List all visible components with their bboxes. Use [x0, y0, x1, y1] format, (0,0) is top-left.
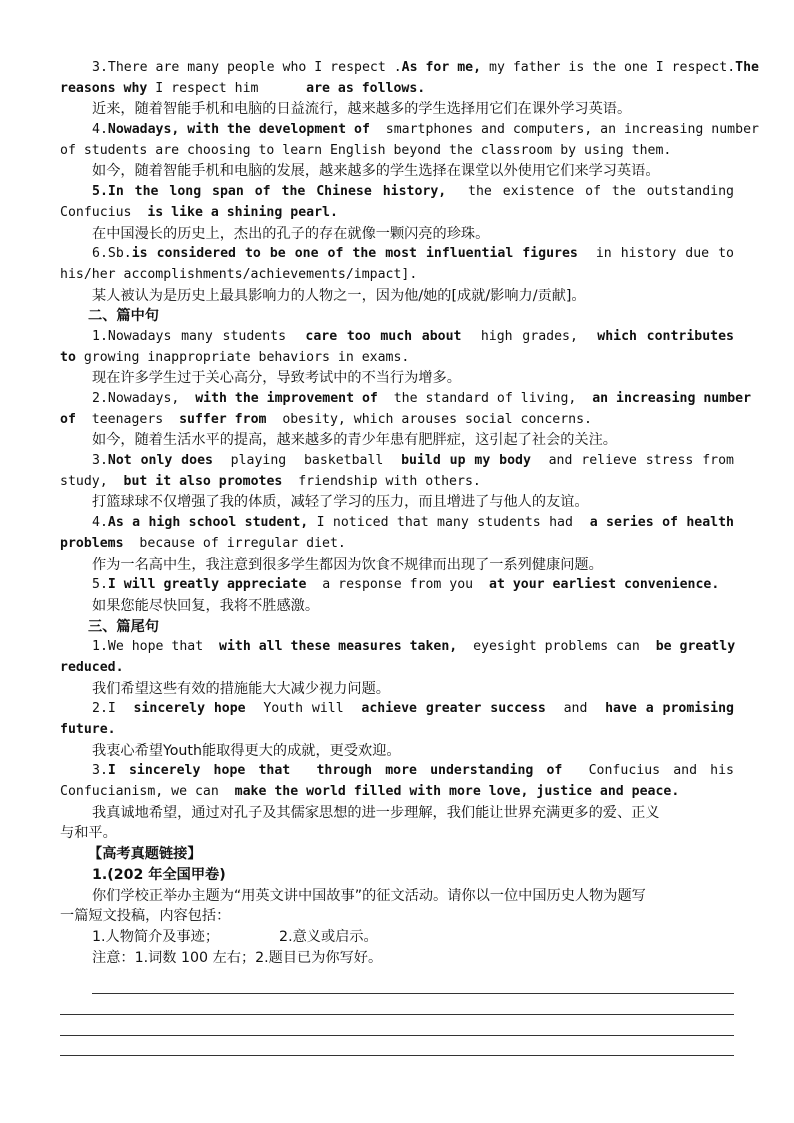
document-page	[60, 58, 759, 968]
section-heading-middle: 二、篇中句	[88, 308, 159, 325]
opening-sentence-3: 3.There are many people who I respect .As for me, my father is the one I respect.The	[92, 60, 759, 75]
opening-sentence-4-cont: of students are choosing to learn English beyond the classroom by using them.	[60, 142, 672, 158]
exam-link-heading: 【高考真题链接】	[88, 846, 202, 863]
exam-item-1: 1.人物简介及事迹；	[92, 928, 220, 945]
opening-sentence-5: 5.In the long span of the Chinese history, the existence of the outstanding	[92, 184, 734, 200]
middle-sentence-4-cont: problems because of irregular diet.	[60, 535, 346, 551]
writing-line[interactable]	[60, 1014, 734, 1015]
middle-sentence-1-translation: 现在许多学生过于关心高分，导致考试中的不当行为增多。	[92, 370, 461, 387]
exam-question-title: 1.(202 年全国甲卷)	[92, 866, 226, 883]
opening-sentence-6: 6.Sb.is considered to be one of the most influential figures in history due to	[92, 246, 734, 262]
exam-question-text-cont: 一篇短文投稿，内容包括：	[60, 908, 231, 925]
middle-sentence-4: 4.As a high school student, I noticed that many students had a series of health	[92, 515, 734, 531]
answer-writing-lines[interactable]	[60, 993, 734, 1076]
ending-sentence-3-translation: 我真诚地希望，通过对孔子及其儒家思想的进一步理解，我们能让世界充满更多的爱、正义	[92, 804, 660, 821]
writing-line[interactable]	[92, 993, 734, 994]
writing-line[interactable]	[60, 1035, 734, 1036]
ending-sentence-3: 3.I sincerely hope that through more understanding of Confucius and his	[92, 763, 734, 779]
middle-sentence-4-translation: 作为一名高中生，我注意到很多学生都因为饮食不规律而出现了一系列健康问题。	[92, 556, 603, 573]
middle-sentence-1-cont: to growing inappropriate behaviors in exams.	[60, 349, 410, 365]
middle-sentence-2-cont: of teenagers suffer from obesity, which arouses social concerns.	[60, 411, 592, 427]
opening-sentence-6-cont: his/her accomplishments/achievements/impact].	[60, 266, 418, 282]
opening-sentence-4: 4.Nowadays, with the development of smartphones and computers, an increasing number	[92, 122, 759, 138]
middle-sentence-1: 1.Nowadays many students care too much about high grades, which contributes	[92, 328, 734, 344]
exam-question-note: 注意：1.词数 100 左右；2.题目已为你写好。	[92, 949, 383, 966]
opening-sentence-5-translation: 在中国漫长的历史上，杰出的孔子的存在就像一颗闪亮的珍珠。	[92, 225, 490, 242]
ending-sentence-1: 1.We hope that with all these measures taken, eyesight problems can be greatly	[92, 639, 736, 655]
exam-question-text: 你们学校正举办主题为“用英文讲中国故事”的征文活动。请你以一位中国历史人物为题写	[92, 887, 646, 904]
middle-sentence-3: 3.Not only does playing basketball build up my body and relieve stress from	[92, 453, 734, 469]
ending-sentence-1-cont: reduced.	[60, 659, 124, 675]
exam-question-items	[60, 927, 734, 948]
section-heading-ending: 三、篇尾句	[88, 618, 159, 635]
opening-sentence-3-cont: reasons why I respect him are as follows.	[60, 80, 426, 96]
middle-sentence-3-translation: 打篮球球不仅增强了我的体质，减轻了学习的压力，而且增进了与他人的友谊。	[92, 494, 589, 511]
ending-sentence-2-translation: 我衷心希望Youth能取得更大的成就，更受欢迎。	[92, 742, 401, 759]
writing-line[interactable]	[60, 1055, 734, 1056]
middle-sentence-2: 2.Nowadays, with the improvement of the standard of living, an increasing number	[92, 391, 752, 406]
ending-sentence-2-cont: future.	[60, 722, 116, 737]
ending-sentence-1-translation: 我们希望这些有效的措施能大大减少视力问题。	[92, 680, 390, 697]
opening-sentence-5-cont: Confucius is like a shining pearl.	[60, 204, 338, 220]
middle-sentence-5: 5.I will greatly appreciate a response from you at your earliest convenience.	[92, 577, 720, 593]
opening-sentence-6-translation: 某人被认为是历史上最具影响力的人物之一，因为他/她的[成就/影响力/贡献]。	[92, 287, 586, 304]
opening-sentence-4-translation: 如今，随着智能手机和电脑的发展，越来越多的学生选择在课堂以外使用它们来学习英语。	[92, 163, 660, 180]
opening-sentence-3-translation: 近来，随着智能手机和电脑的日益流行，越来越多的学生选择用它们在课外学习英语。	[92, 101, 632, 118]
middle-sentence-5-translation: 如果您能尽快回复，我将不胜感激。	[92, 597, 320, 614]
middle-sentence-2-translation: 如今，随着生活水平的提高，越来越多的青少年患有肥胖症，这引起了社会的关注。	[92, 432, 617, 449]
middle-sentence-3-cont: study, but it also promotes friendship with others.	[60, 473, 481, 489]
exam-item-2: 2.意义或启示。	[279, 928, 378, 945]
ending-sentence-3-cont: Confucianism, we can make the world filled with more love, justice and peace.	[60, 784, 680, 800]
ending-sentence-3-translation-cont: 与和平。	[60, 825, 117, 842]
ending-sentence-2: 2.I sincerely hope Youth will achieve greater success and have a promising	[92, 701, 734, 717]
